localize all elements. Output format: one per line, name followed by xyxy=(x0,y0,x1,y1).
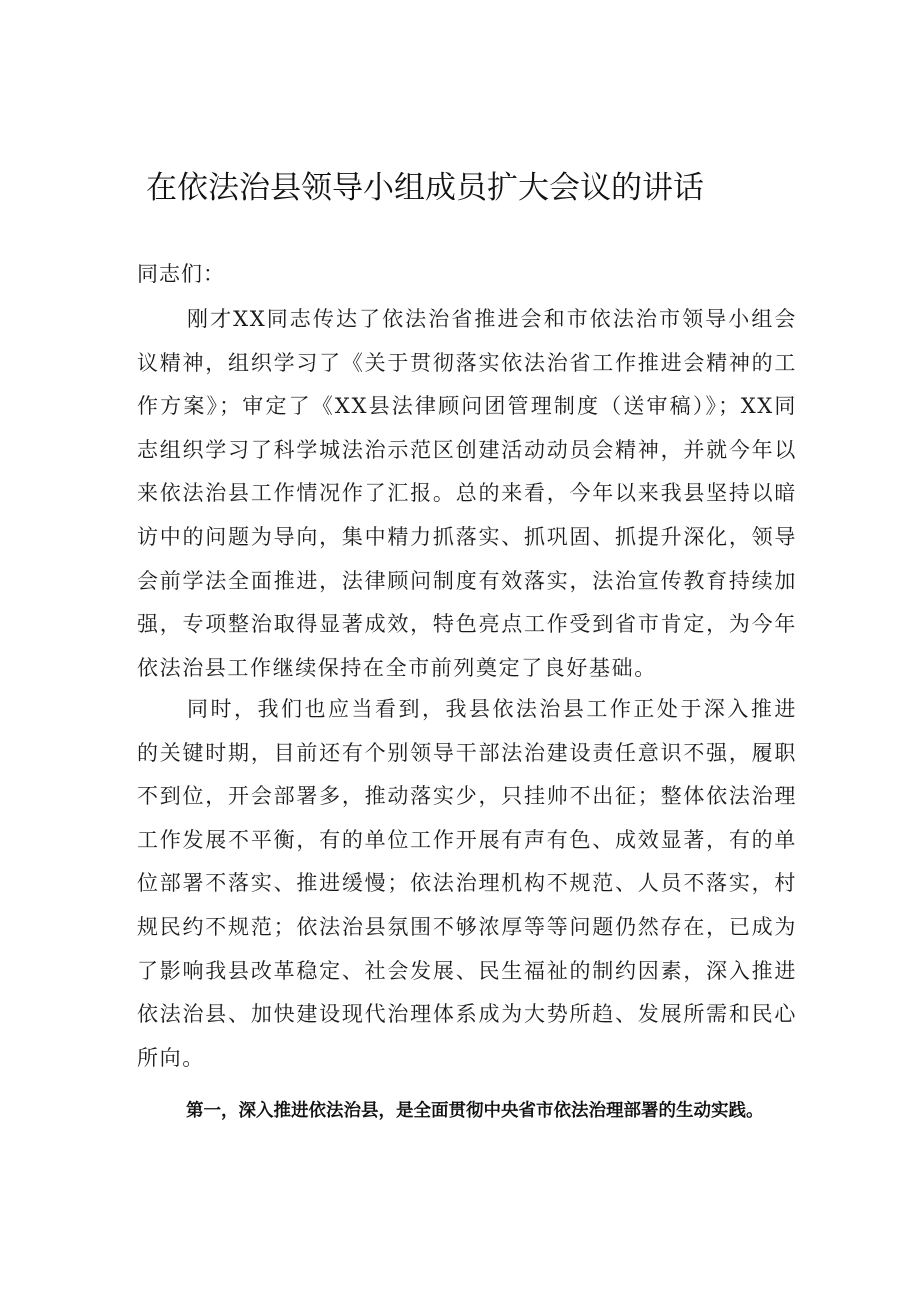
body-paragraph-1: 刚才XX同志传达了依法治省推进会和市依法治市领导小组会议精神，组织学习了《关于贯彻落实依法治省工作推进会精神的工作方案》；审定了《XX县法律顾问团管理制度（送审稿）》；XX同志组织学习了科学城法治示范区创建活动动员会精神，并就今年以来依法治县工作情况作了汇报。总的来看，今年以来我县坚持以暗访中的问题为导向，集中精力抓落实、抓巩固、抓提升深化，领导会前学法全面推进，法律顾问制度有效落实，法治宣传教育持续加强，专项整治取得显著成效，特色亮点工作受到省市肯定，为今年依法治县工作继续保持在全市前列奠定了良好基础。 xyxy=(137,307,797,680)
salutation: 同志们： xyxy=(137,262,225,286)
section-heading: 第一，深入推进依法治县，是全面贯彻中央省市依法治理部署的生动实践。 xyxy=(186,1101,764,1121)
document-title: 在依法治县领导小组成员扩大会议的讲话 xyxy=(146,170,704,206)
body-paragraph-2: 同时，我们也应当看到，我县依法治县工作正处于深入推进的关键时期，目前还有个别领导干部法治建设责任意识不强，履职不到位，开会部署多，推动落实少，只挂帅不出征；整体依法治理工作发展不平衡，有的单位工作开展有声有色、成效显著，有的单位部署不落实、推进缓慢；依法治理机构不规范、人员不落实，村规民约不规范；依法治县氛围不够浓厚等等问题仍然存在，已成为了影响我县改革稳定、社会发展、民生福祉的制约因素，深入推进依法治县、加快建设现代治理体系成为大势所趋、发展所需和民心所向。 xyxy=(137,697,797,1070)
